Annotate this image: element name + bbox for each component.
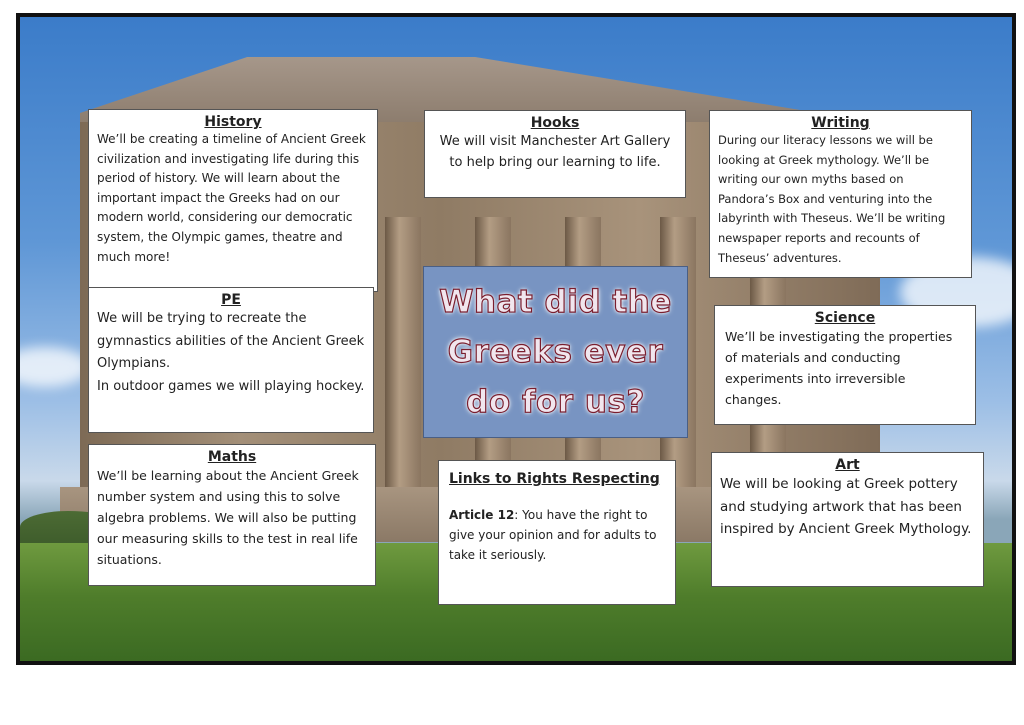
writing-body: During our literacy lessons we will be looking at Greek mythology. We’ll be writing our own myths based on Pandora’s Box and venturing into the labyrinth with Theseus. We’ll be writing newspaper reports and recounts of Theseus’ adventures. (718, 133, 946, 265)
pe-body-2: In outdoor games we will playing hockey. (97, 378, 365, 394)
history-card (88, 109, 378, 292)
pe-card (88, 287, 374, 433)
rights-title: Links to Rights Respecting (449, 471, 660, 487)
art-card (711, 452, 984, 587)
article-text: : You have the right to give your opinion and for adults to take it seriously. (449, 508, 657, 562)
maths-title: Maths (207, 449, 257, 465)
art-body: We will be looking at Greek pottery and studying artwork that has been inspired by Ancient Greek Mythology. (720, 476, 972, 537)
central-title-panel (423, 266, 688, 438)
pe-body-1: We will be trying to recreate the gymnastics abilities of the Ancient Greek Olympians. (97, 311, 365, 371)
science-title: Science (814, 310, 876, 326)
history-body: We’ll be creating a timeline of Ancient Greek civilization and investigating life during this period of history. We will learn about the important impact the Greeks had on our modern world, considering our democratic system, the Olympic games, theatre and much more! (97, 132, 366, 264)
writing-title: Writing (811, 115, 870, 131)
rights-body (449, 505, 665, 565)
pe-title: PE (221, 292, 241, 308)
article-label: Article 12 (449, 508, 515, 522)
maths-card (88, 444, 376, 586)
hooks-card (424, 110, 686, 198)
hooks-body: We will visit Manchester Art Gallery to help bring our learning to life. (439, 134, 671, 170)
rights-respecting-card (438, 460, 676, 605)
temple-column (385, 217, 421, 517)
science-body: We’ll be investigating the properties of materials and conducting experiments into irreversible changes. (725, 329, 953, 407)
maths-body: We’ll be learning about the Ancient Greek number system and using this to solve algebra problems. We will also be putting our measuring skills to the test in real life situations. (97, 468, 359, 567)
central-title: What did the Greeks ever do for us? (439, 284, 672, 420)
writing-card (709, 110, 972, 278)
art-title: Art (835, 457, 860, 473)
hooks-title: Hooks (530, 115, 580, 131)
science-card (714, 305, 976, 425)
history-title: History (204, 114, 262, 130)
